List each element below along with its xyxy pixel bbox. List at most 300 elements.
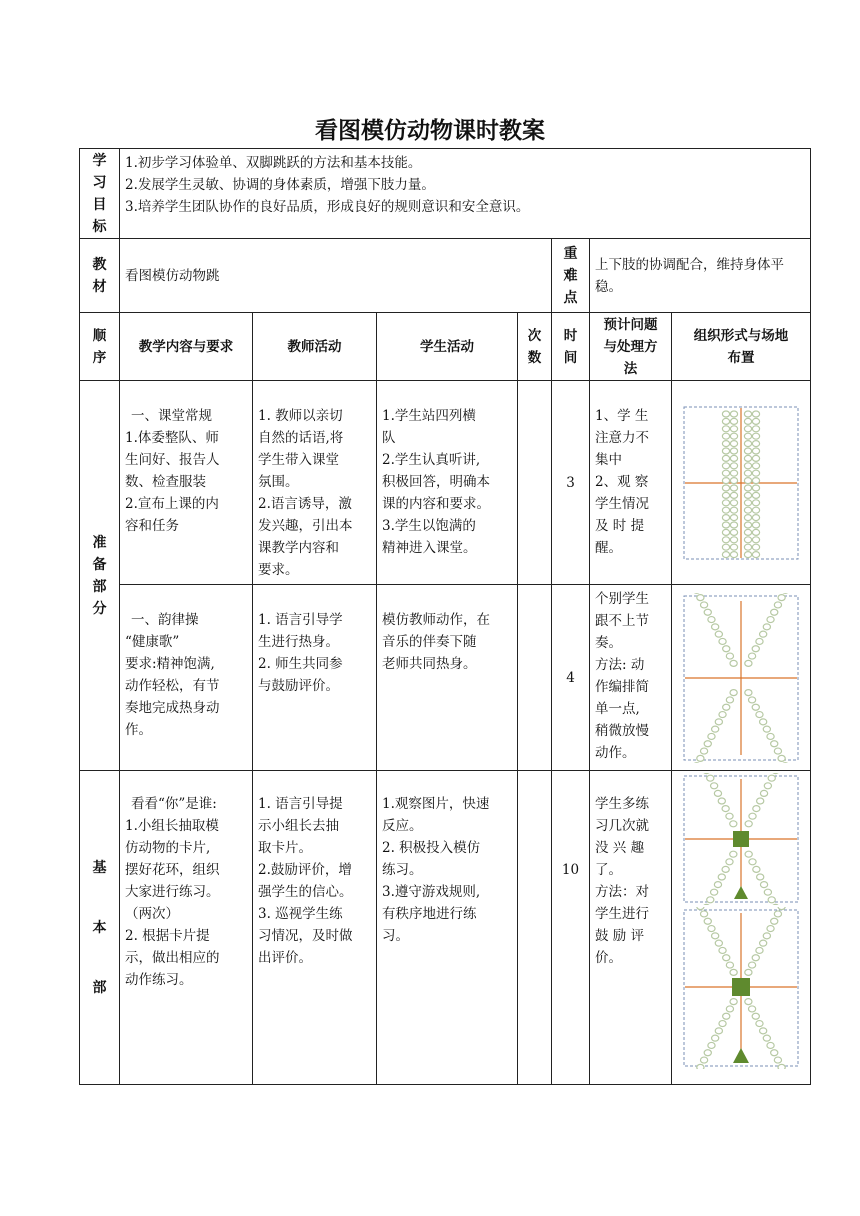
problems-line: 集中: [595, 452, 622, 468]
teacher-line: 发兴趣，引出本: [258, 518, 353, 534]
student-icon: [767, 1042, 774, 1048]
student-icon: [768, 897, 775, 903]
student-icon: [722, 492, 729, 498]
student-cell: [377, 381, 518, 585]
student-icon: [749, 859, 756, 865]
content-line: 仿动物的卡片,: [125, 840, 211, 856]
student-icon: [726, 813, 733, 819]
student-line: 队: [382, 430, 396, 446]
student-icon: [760, 1028, 767, 1034]
time-cell: 4: [552, 585, 590, 771]
student-line: 2.学生认真听讲,: [382, 452, 481, 468]
difficulty-label-char: 重: [563, 245, 578, 262]
student-icon: [752, 440, 759, 446]
student-icon: [744, 522, 751, 528]
section-label-char: 部: [92, 578, 107, 595]
student-icon: [722, 440, 729, 446]
student-line: 3.遵守游戏规则,: [382, 884, 481, 900]
count-cell: [518, 381, 552, 585]
station-formation-diagram-1: [681, 773, 801, 905]
student-icon: [719, 947, 726, 953]
teacher-line: 课教学内容和: [258, 540, 339, 556]
material-label: [80, 239, 120, 313]
content-line: 大家进行练习。: [125, 884, 220, 900]
student-icon: [730, 433, 737, 439]
student-icon: [730, 485, 737, 491]
student-icon: [752, 477, 759, 483]
student-icon: [703, 773, 710, 774]
organization-cell: [672, 585, 811, 771]
section-label-char: 备: [92, 556, 107, 573]
student-icon: [749, 653, 756, 659]
student-cell: [377, 771, 518, 1085]
content-line: 1.小组长抽取模: [125, 818, 219, 834]
student-icon: [711, 889, 718, 895]
problems-line: 习几次就: [595, 818, 649, 834]
content-cell: [120, 771, 253, 1085]
problems-line: 及 时 提: [595, 518, 645, 534]
student-icon: [745, 851, 752, 857]
student-icon: [715, 940, 722, 946]
student-icon: [730, 821, 737, 827]
student-icon: [708, 1042, 715, 1048]
student-icon: [744, 462, 751, 468]
student-icon: [771, 918, 778, 924]
problems-line: 没 兴 趣: [595, 840, 645, 856]
student-icon: [744, 499, 751, 505]
student-icon: [703, 904, 710, 905]
problems-line: 作编排简: [595, 679, 649, 695]
student-icon: [730, 448, 737, 454]
student-icon: [722, 418, 729, 424]
objectives-label-char: 习: [92, 174, 107, 191]
teacher-line: 与鼓励评价。: [258, 678, 339, 694]
student-icon: [730, 660, 737, 666]
student-icon: [722, 411, 729, 417]
student-icon: [715, 1028, 722, 1034]
student-icon: [764, 889, 771, 895]
student-icon: [778, 907, 785, 910]
student-icon: [760, 940, 767, 946]
content-line: 摆好花环，组织: [125, 862, 220, 878]
student-icon: [708, 733, 715, 739]
header-order: [80, 313, 120, 381]
header-order-char: 序: [92, 349, 107, 366]
student-icon: [722, 499, 729, 505]
student-icon: [752, 955, 759, 961]
student-icon: [722, 536, 729, 542]
student-icon: [718, 798, 725, 804]
four-column-formation-diagram: [681, 404, 801, 562]
student-icon: [752, 425, 759, 431]
content-line: 作。: [125, 722, 152, 738]
content-line: 生问好、报告人: [125, 452, 220, 468]
student-icon: [712, 933, 719, 939]
difficulty-text: 上下肢的协调配合，维持身体平稳。: [590, 239, 811, 313]
student-icon: [712, 1035, 719, 1041]
header-organization: [672, 313, 811, 381]
count-cell: [518, 585, 552, 771]
student-icon: [778, 755, 785, 761]
student-icon: [752, 544, 759, 550]
student-icon: [730, 507, 737, 513]
student-icon: [752, 536, 759, 542]
student-icon: [749, 813, 756, 819]
section-label-char: 部: [92, 979, 107, 996]
organization-cell: [672, 381, 811, 585]
student-line: 3.学生以饱满的: [382, 518, 476, 534]
student-icon: [722, 477, 729, 483]
problems-line: 醒。: [595, 540, 622, 556]
content-line: 数、检查服装: [125, 474, 206, 490]
header-problems-line: 法: [623, 360, 638, 377]
student-icon: [752, 470, 759, 476]
student-icon: [722, 866, 729, 872]
material-label-char: 材: [92, 278, 107, 295]
student-icon: [730, 411, 737, 417]
problems-line: 跟不上节: [595, 613, 649, 629]
student-icon: [726, 962, 733, 968]
student-cell: [377, 585, 518, 771]
student-icon: [715, 631, 722, 637]
student-icon: [744, 455, 751, 461]
student-icon: [744, 507, 751, 513]
student-icon: [772, 904, 779, 905]
station-formation-diagram-2: [681, 907, 801, 1069]
student-icon: [745, 999, 752, 1005]
section-label-char: 本: [92, 919, 107, 936]
problems-line: 学生多练: [595, 796, 649, 812]
student-icon: [719, 638, 726, 644]
start-cone-marker: [733, 1048, 749, 1063]
content-line: 一、课堂常规: [131, 408, 212, 424]
difficulty-label-char: 难: [563, 267, 578, 284]
content-line: 要求:精神饱满,: [125, 656, 215, 672]
header-content: 教学内容与要求: [120, 313, 253, 381]
student-line: 老师共同热身。: [382, 656, 477, 672]
page-title: 看图模仿动物课时教案: [315, 118, 545, 144]
student-icon: [763, 623, 770, 629]
problems-line: 学生进行: [595, 906, 649, 922]
card-station-marker: [733, 831, 749, 847]
student-line: 课的内容和要求。: [382, 496, 490, 512]
teacher-line: 强学生的信心。: [258, 884, 353, 900]
problems-cell: [590, 381, 672, 585]
objectives-label-char: 学: [92, 152, 107, 169]
teacher-cell: [253, 381, 377, 585]
problems-line: 2、观 察: [595, 474, 649, 490]
difficulty-label-char: 点: [563, 289, 578, 306]
student-icon: [760, 790, 767, 796]
student-icon: [704, 740, 711, 746]
student-icon: [744, 492, 751, 498]
student-icon: [744, 529, 751, 535]
student-icon: [767, 926, 774, 932]
student-icon: [722, 544, 729, 550]
student-icon: [768, 775, 775, 781]
student-icon: [712, 623, 719, 629]
teacher-line: 学生带入课堂: [258, 452, 339, 468]
teacher-line: 要求。: [258, 562, 299, 578]
student-line: 练习。: [382, 862, 423, 878]
student-icon: [752, 551, 759, 557]
teacher-line: 习情况，及时做: [258, 928, 353, 944]
student-icon: [722, 425, 729, 431]
student-line: 习。: [382, 928, 409, 944]
problems-cell: [590, 771, 672, 1085]
student-icon: [707, 897, 714, 903]
student-icon: [774, 601, 781, 607]
basic-row-1: [80, 771, 811, 1085]
student-icon: [752, 704, 759, 710]
problems-line: 个别学生: [595, 591, 649, 607]
student-icon: [772, 773, 779, 774]
student-icon: [756, 947, 763, 953]
time-cell: 10: [552, 771, 590, 1085]
problems-line: 了。: [595, 862, 622, 878]
student-icon: [701, 1057, 708, 1063]
student-icon: [771, 609, 778, 615]
student-icon: [752, 492, 759, 498]
prep-row-2: [80, 585, 811, 771]
student-icon: [730, 477, 737, 483]
student-icon: [697, 1064, 704, 1069]
student-icon: [722, 448, 729, 454]
student-icon: [726, 653, 733, 659]
prep-row-1: [80, 381, 811, 585]
student-line: 1.学生站四列横: [382, 408, 476, 424]
student-icon: [730, 440, 737, 446]
student-icon: [723, 1013, 730, 1019]
student-line: 2. 积极投入模仿: [382, 840, 481, 856]
header-count-char: 次: [527, 327, 542, 344]
section-label-basic: [80, 771, 120, 1085]
student-icon: [722, 551, 729, 557]
card-station-marker: [732, 978, 750, 996]
student-icon: [723, 704, 730, 710]
student-icon: [752, 529, 759, 535]
student-icon: [744, 551, 751, 557]
student-icon: [719, 1021, 726, 1027]
student-icon: [714, 882, 721, 888]
student-icon: [704, 609, 711, 615]
teacher-line: 示小组长去抽: [258, 818, 339, 834]
student-icon: [752, 418, 759, 424]
teacher-line: 3. 巡视学生练: [258, 906, 343, 922]
student-icon: [778, 1064, 785, 1069]
student-icon: [730, 455, 737, 461]
student-icon: [711, 783, 718, 789]
student-icon: [730, 969, 737, 975]
student-icon: [756, 1021, 763, 1027]
student-icon: [753, 866, 760, 872]
problems-line: 单一点,: [595, 701, 640, 717]
objectives-content: [120, 149, 811, 239]
content-line: 动作轻松，有节: [125, 678, 220, 694]
student-line: 反应。: [382, 818, 423, 834]
lesson-plan-table: [79, 148, 811, 1085]
problems-line: 鼓 励 评: [595, 928, 645, 944]
student-icon: [756, 711, 763, 717]
student-icon: [730, 418, 737, 424]
student-icon: [722, 462, 729, 468]
content-line: 2.宣布上课的内: [125, 496, 219, 512]
student-icon: [745, 660, 752, 666]
teacher-line: 出评价。: [258, 950, 312, 966]
content-line: （两次）: [125, 906, 179, 922]
student-icon: [760, 882, 767, 888]
problems-cell: [590, 585, 672, 771]
teacher-line: 1. 教师以亲切: [258, 408, 343, 424]
objectives-label: [80, 149, 120, 239]
student-icon: [697, 755, 704, 761]
header-time: [552, 313, 590, 381]
header-problems-line: 与处理方: [603, 338, 658, 355]
content-line: “健康歌”: [125, 634, 180, 650]
student-icon: [712, 726, 719, 732]
student-icon: [730, 544, 737, 550]
student-icon: [756, 638, 763, 644]
header-time-char: 时: [563, 327, 578, 344]
student-line: 模仿教师动作，在: [382, 612, 490, 628]
content-line: 看看“你”是谁:: [131, 796, 217, 812]
teacher-line: 2. 师生共同参: [258, 656, 343, 672]
student-icon: [745, 969, 752, 975]
student-icon: [771, 740, 778, 746]
teacher-line: 2.语言诱导，激: [258, 496, 352, 512]
student-icon: [715, 718, 722, 724]
section-label-char: 准: [92, 534, 107, 551]
student-line: 积极回答，明确本: [382, 474, 490, 490]
student-icon: [752, 448, 759, 454]
student-icon: [757, 798, 764, 804]
student-icon: [730, 470, 737, 476]
student-icon: [701, 601, 708, 607]
student-icon: [708, 616, 715, 622]
student-icon: [752, 1013, 759, 1019]
student-icon: [730, 462, 737, 468]
student-icon: [752, 433, 759, 439]
x-formation-diagram: [681, 593, 801, 763]
problems-line: 方法：对: [595, 884, 649, 900]
student-icon: [730, 492, 737, 498]
student-line: 1.观察图片，快速: [382, 796, 490, 812]
objective-item: 3.培养学生团队协作的良好品质，形成良好的规则意识和安全意识。: [125, 199, 530, 215]
student-icon: [752, 455, 759, 461]
student-icon: [757, 874, 764, 880]
student-icon: [726, 859, 733, 865]
material-row: [80, 239, 811, 313]
student-icon: [749, 696, 756, 702]
teacher-line: 氛围。: [258, 474, 299, 490]
student-icon: [730, 551, 737, 557]
teacher-line: 生进行热身。: [258, 634, 339, 650]
problems-line: 价。: [595, 950, 622, 966]
objective-item: 2.发展学生灵敏、协调的身体素质，增强下肢力量。: [125, 177, 435, 193]
student-icon: [722, 455, 729, 461]
objectives-row: [80, 149, 811, 239]
header-organization-line: 组织形式与场地: [693, 327, 789, 344]
header-problems: [590, 313, 672, 381]
student-icon: [722, 522, 729, 528]
student-line: 音乐的伴奏下随: [382, 634, 477, 650]
student-icon: [744, 485, 751, 491]
student-icon: [753, 806, 760, 812]
student-icon: [771, 1050, 778, 1056]
student-icon: [697, 594, 704, 600]
student-icon: [774, 1057, 781, 1063]
time-cell: 3: [552, 381, 590, 585]
student-icon: [722, 806, 729, 812]
student-icon: [723, 645, 730, 651]
objectives-label-char: 标: [92, 218, 107, 235]
student-icon: [730, 522, 737, 528]
count-cell: [518, 771, 552, 1085]
student-icon: [752, 645, 759, 651]
student-icon: [714, 790, 721, 796]
student-icon: [764, 783, 771, 789]
student-icon: [707, 775, 714, 781]
student-icon: [704, 1050, 711, 1056]
student-icon: [726, 1006, 733, 1012]
difficulty-label: [552, 239, 590, 313]
header-count-char: 数: [527, 349, 542, 366]
teacher-line: 取卡片。: [258, 840, 312, 856]
student-icon: [722, 470, 729, 476]
student-icon: [744, 425, 751, 431]
problems-line: 奏。: [595, 635, 622, 651]
student-icon: [752, 499, 759, 505]
objective-item: 1.初步学习体验单、双脚跳跃的方法和基本技能。: [125, 155, 422, 171]
student-icon: [708, 926, 715, 932]
student-icon: [722, 485, 729, 491]
student-icon: [730, 499, 737, 505]
teacher-line: 1. 语言引导学: [258, 612, 343, 628]
header-count: [518, 313, 552, 381]
student-icon: [767, 733, 774, 739]
student-icon: [774, 748, 781, 754]
student-icon: [752, 507, 759, 513]
student-icon: [778, 594, 785, 600]
content-line: 容和任务: [125, 518, 179, 534]
student-icon: [763, 1035, 770, 1041]
student-icon: [744, 411, 751, 417]
student-icon: [744, 433, 751, 439]
student-icon: [744, 514, 751, 520]
student-icon: [767, 616, 774, 622]
student-icon: [760, 631, 767, 637]
material-text: 看图模仿动物跳: [120, 239, 552, 313]
student-icon: [744, 477, 751, 483]
header-time-char: 间: [563, 349, 578, 366]
content-line: 奏地完成热身动: [125, 700, 220, 716]
student-icon: [722, 433, 729, 439]
header-student: 学生活动: [377, 313, 518, 381]
student-icon: [763, 933, 770, 939]
student-icon: [722, 507, 729, 513]
student-icon: [744, 470, 751, 476]
student-icon: [763, 726, 770, 732]
header-order-char: 顺: [92, 327, 107, 344]
problems-line: 注意力不: [595, 430, 649, 446]
student-icon: [701, 748, 708, 754]
teacher-line: 自然的话语,将: [258, 430, 344, 446]
student-icon: [745, 821, 752, 827]
teacher-line: 2.鼓励评价，增: [258, 862, 352, 878]
content-line: 示，做出相应的: [125, 950, 220, 966]
student-icon: [752, 514, 759, 520]
student-icon: [744, 544, 751, 550]
